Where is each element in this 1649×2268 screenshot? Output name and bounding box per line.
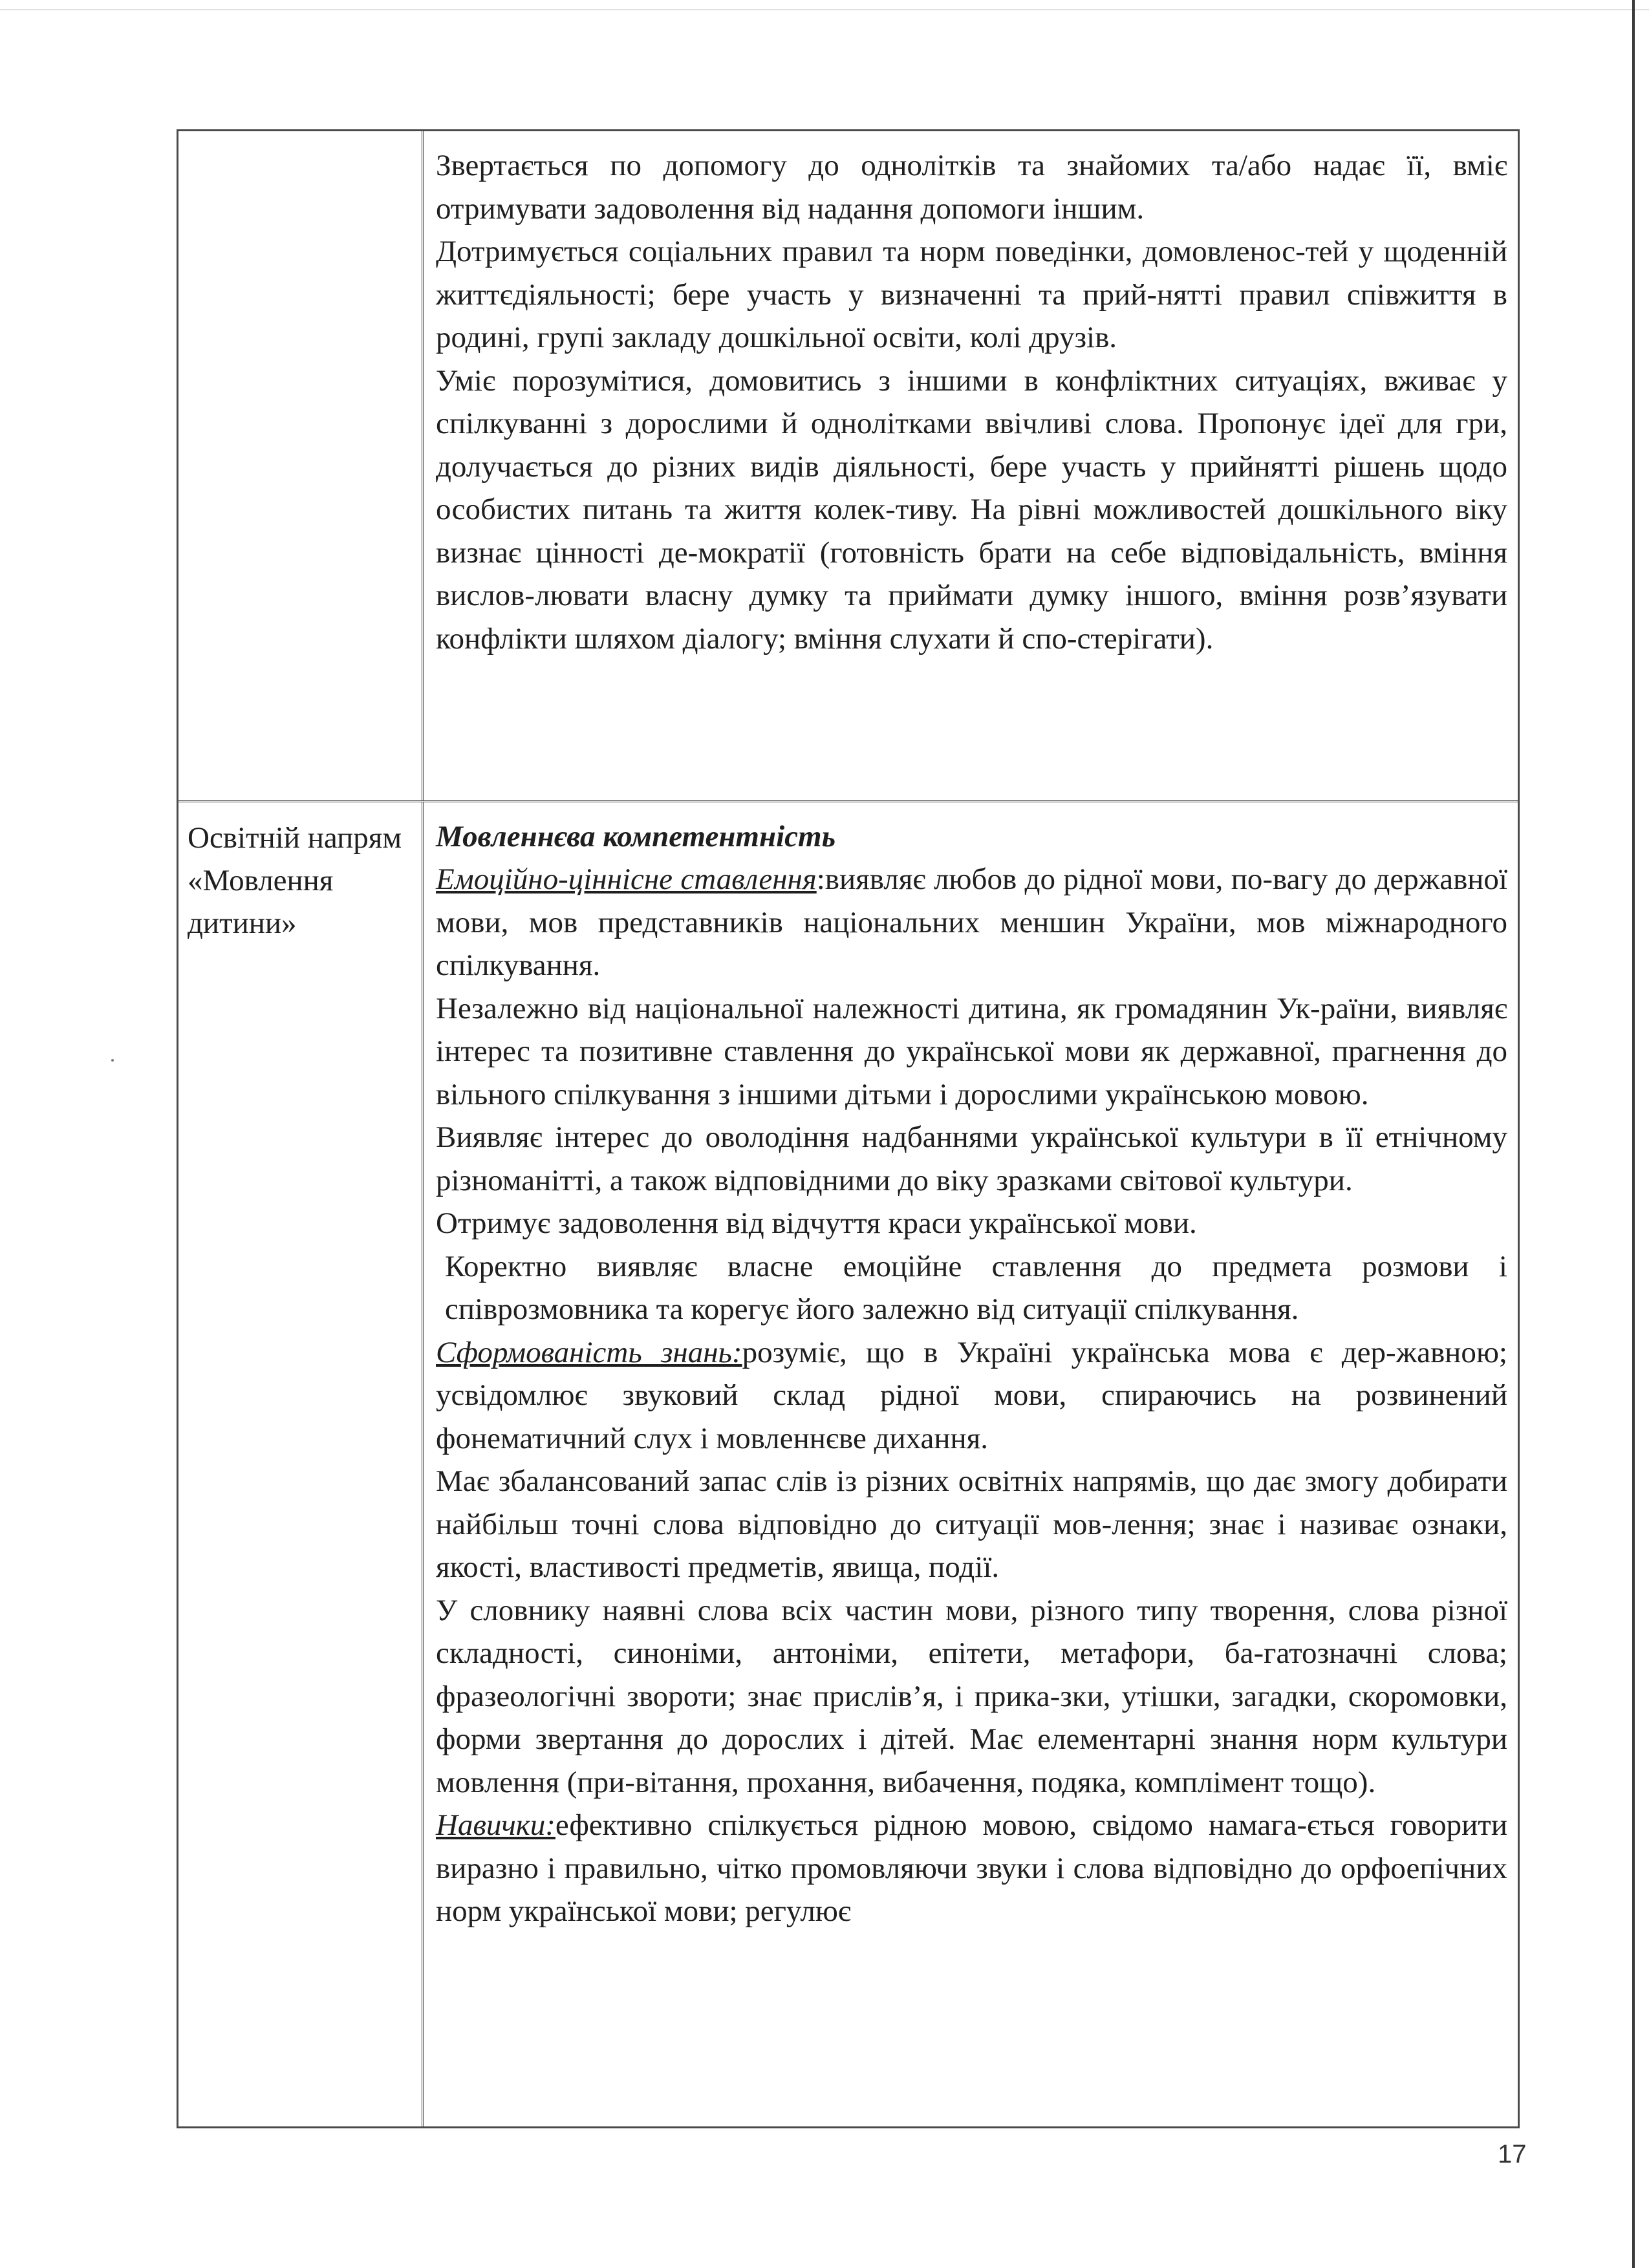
paragraph-rules: Дотримується соціальних правил та норм поведінки, домовленос-тей у щоденній життєдіяльності; бере участь у визначенні та прий-нятті правил співжиття в родині, групі закладу дошкільної освіти, колі друзів. xyxy=(436,235,1507,354)
emotional-lead: Емоційно-ціннісне ставлення xyxy=(436,862,817,896)
paragraph-knowledge xyxy=(436,1331,1507,1460)
paragraph-vocab: Має збалансований запас слів із різних освітніх напрямів, що дає змогу добирати найбільш точні слова відповідно до ситуації мов-лення; знає і називає ознаки, якості, властивості предметів, явища, події. xyxy=(436,1464,1507,1584)
knowledge-text: розуміє, що в Україні українська мова є дер-жавною; усвідомлює звуковий склад рідної мови, спираючись на розвинений фонематичний слух і мовленнєве дихання. xyxy=(436,1335,1507,1455)
column-divider xyxy=(422,802,426,2126)
skills-text: ефективно спілкується рідною мовою, свідомо намага-ється говорити виразно і правильно, чітко промовляючи звуки і слова відповідно до орфоепічних норм української мови; регулює xyxy=(436,1808,1507,1928)
paragraph-emotional xyxy=(436,858,1507,987)
page-number: 17 xyxy=(1498,2140,1527,2168)
paragraph-citizen: Незалежно від національної належності дитина, як громадянин Ук-раїни, виявляє інтерес та позитивне ставлення до української мови як державної, прагнення до вільного спілкування з іншими дітьми і дорослими українською мовою. xyxy=(436,991,1507,1111)
scan-speck xyxy=(111,1059,114,1062)
skills-lead: Навички: xyxy=(436,1808,555,1842)
description-cell-social xyxy=(427,131,1518,660)
direction-cell-empty xyxy=(178,131,422,145)
direction-label: Освітній напрям «Мовлення дитини» xyxy=(188,821,402,940)
paragraph-skills xyxy=(436,1804,1507,1933)
paragraph-culture: Виявляє інтерес до оволодіння надбаннями української культури в її етнічному різноманітті, а також відповідними до віку зразками світової культури. xyxy=(436,1120,1507,1197)
section-heading: Мовленнєва компетентність xyxy=(436,820,836,853)
description-cell-speech xyxy=(427,802,1518,1933)
competency-table xyxy=(177,129,1520,2128)
direction-cell-speech xyxy=(178,802,422,945)
column-divider xyxy=(422,131,426,800)
table-row-social xyxy=(178,131,1518,802)
scan-edge-top xyxy=(0,9,1649,10)
emotional-text: :виявляє любов до рідної мови, по-вагу до державної мови, мов представників національних меншин України, мов міжнародного спілкування. xyxy=(436,862,1507,982)
paragraph-beauty: Отримує задоволення від відчуття краси української мови. xyxy=(436,1206,1197,1240)
scan-edge-right xyxy=(1632,0,1635,2268)
paragraph-conflicts: Уміє порозумітися, домовитись з іншими в конфліктних ситуаціях, вживає у спілкуванні з дорослими й однолітками ввічливі слова. Пропонує ідеї для гри, долучається до різних видів діяльності, бере участь у прийнятті рішень щодо особистих питань та життя колек-тиву. На рівні можливостей дошкільного віку визнає цінності де-мократії (готовність брати на себе відповідальність, вміння вислов-лювати власну думку та приймати думку іншого, вміння розв’язувати конфлікти шляхом діалогу; вміння слухати й спо-стерігати). xyxy=(436,363,1507,656)
paragraph-dictionary: У словнику наявні слова всіх частин мови, різного типу творення, слова різної складності, синоніми, антоніми, епітети, метафори, ба-гатозначні слова; фразеологічні звороти; знає прислів’я, і прика-зки, утішки, загадки, скоромовки, форми звертання до дорослих і дітей. Має елементарні знання норм культури мовлення (при-вітання, прохання, вибачення, подяка, комплімент тощо). xyxy=(436,1593,1507,1799)
table-row-speech xyxy=(178,802,1518,2126)
paragraph-correct: Коректно виявляє власне емоційне ставлення до предмета розмови і співрозмовника та корегує його залежно від ситуації спілкування. xyxy=(445,1249,1507,1326)
paragraph-help: Звертається по допомогу до однолітків та знайомих та/або надає її, вміє отримувати задоволення від надання допомоги іншим. xyxy=(436,149,1507,226)
knowledge-lead: Сформованість знань: xyxy=(436,1335,742,1369)
